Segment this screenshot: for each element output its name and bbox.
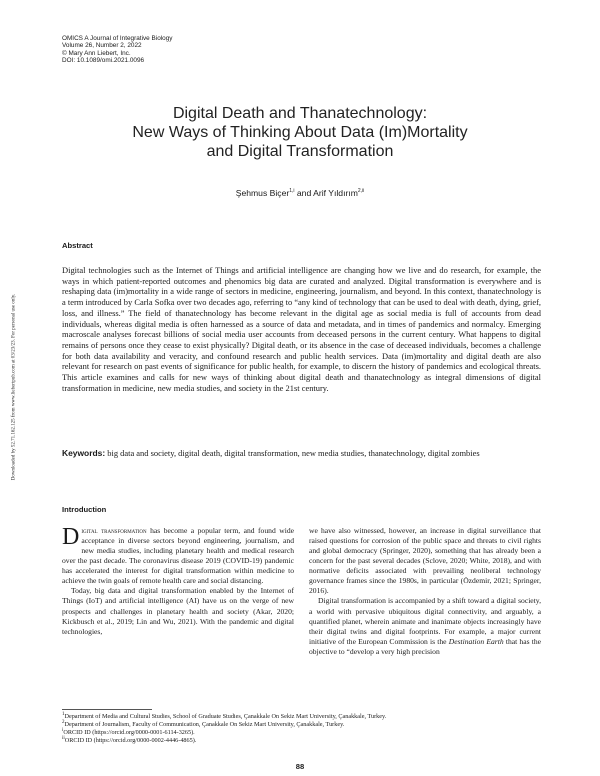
journal-header [62, 35, 172, 65]
intro-paragraph-4-start: Digital transformation is accompanied by a shift toward a digital society, a world with pervasive ubiquitous digital connectivity, and arguably, a quantified planet, wherein animate and inanimate objects increasingly have their digital twins and digital footprints. For example, a major current initiative of the European Commission is the [309, 596, 541, 646]
author-1-affiliation: 1,i [289, 188, 295, 195]
author-2[interactable]: Arif Yıldırım [313, 188, 358, 198]
intro-paragraph-2: Today, big data and digital transformation enabled by the Internet of Things (IoT) and artificial intelligence (AI) have us on the verge of new prospects and challenges in planetary health and society (Akar, 2020; Kickbusch et al., 2019; Lin and Wu, 2021). With the pandemic and digital technologies, [62, 586, 294, 636]
destination-earth-italic: Destination Earth [448, 636, 504, 646]
introduction-heading: Introduction [62, 505, 107, 514]
footnote-2-text: Department of Journalism, Faculty of Communication, Çanakkale On Sekiz Mart University, Çanakkale, Turkey. [64, 721, 345, 729]
footnote-1 [62, 713, 386, 721]
journal-volume: Volume 26, Number 2, 2022 [62, 42, 142, 50]
journal-name: OMICS A Journal of Integrative Biology [62, 35, 173, 42]
article-title [60, 104, 540, 161]
intro-paragraph-1-text: has become a popular term, and found wide acceptance in diverse sectors beyond engineering, journalism, and new media studies, including planetary health and medical research over the past decade. The coronavirus disease 2019 (COVID-19) pandemic has accelerated the interest for digital transformation within medicine to achieve the twin goals of remote health care and social distancing. [62, 526, 294, 586]
page-number: 88 [295, 762, 305, 771]
footnote-3-marker: i [62, 728, 64, 734]
keywords-text: big data and society, digital death, digital transformation, new media studies, thanatechnology, digital zombies [105, 448, 480, 458]
abstract-heading: Abstract [62, 241, 93, 250]
footnote-2-marker: 2 [62, 720, 65, 726]
title-line-1: Digital Death and Thanatechnology: [172, 105, 428, 122]
abstract-text: Digital technologies such as the Internet of Things and artificial intelligence are changing how we live and do research, for example, the ways in which patient-reported outcomes and phenomics big data are curated and analyzed. Digital transformation is everywhere and is reshaping data (im)mortality in a wide range of sectors in medicine, engineering, journalism, and beyond. In this context, thanatechnology is a term introduced by Carla Sofka over two decades ago, referring to “any kind of technology that can be used to deal with death, dying, grief, loss, and illness.” The field of thanatechnology has become relevant in the digital age as social media is full of accounts from dead individuals, whereas digital media is often harnessed as a source of data and metadata, and in times of pandemics and normalcy. Emerging macroscale analyses forecast billions of social media user accounts from deceased persons in the current century. What happens to digital remains of persons once they cease to exist physically? Digital death, or its absence in the case of deceased individuals, becomes a challenge for both data availability and veracity, and confound research and public health services. Data (im)mortality and digital death are also relevant for research on past events of significance for public health, for example, to discern the history of pandemics and ecological threats. This article examines and calls for new ways of thinking about digital death and thanatechnology as integral dimensions of digital transformation in medicine, new media studies, and society in the 21st century. [62, 265, 541, 393]
author-line [0, 188, 600, 198]
author-1[interactable]: Şehmus Biçer [235, 188, 290, 198]
keywords [62, 448, 541, 459]
body-column-right [309, 526, 541, 657]
title-line-3: and Digital Transformation [206, 143, 394, 160]
journal-copyright: © Mary Ann Liebert, Inc. [62, 49, 131, 57]
download-side-note [6, 245, 22, 530]
title-line-2: New Ways of Thinking About Data (Im)Mortality [132, 124, 468, 141]
footnote-1-text: Department of Media and Cultural Studies, School of Graduate Studies, Çanakkale On Sekiz Mart University, Çanakkale, Turkey. [64, 713, 387, 720]
footnote-1-marker: 1 [62, 711, 65, 717]
footnote-2 [62, 721, 386, 729]
intro-paragraph-1 [62, 526, 294, 586]
author-2-affiliation: 2,ii [357, 188, 365, 195]
journal-doi[interactable]: DOI: 10.1089/omi.2021.0096 [62, 57, 145, 65]
footnotes [62, 713, 386, 745]
footnote-4-text[interactable]: ORCID ID (https://orcid.org/0000-0002-4446-4865). [64, 737, 197, 745]
intro-paragraph-4 [309, 596, 541, 656]
keywords-label: Keywords: [62, 448, 106, 458]
drop-cap: D [62, 524, 80, 550]
intro-smallcaps: igital transformation [81, 526, 147, 535]
footnote-3-text[interactable]: ORCID ID (https://orcid.org/0000-0001-6114-3265). [63, 729, 195, 737]
footnote-4 [62, 737, 386, 745]
footnote-divider [62, 709, 152, 710]
footnote-4-marker: ii [62, 736, 65, 742]
body-column-left [62, 526, 294, 637]
download-side-note-text: Downloaded by 52.71.162.125 from www.liebertpub.com at 03/23/23. For personal use only. [11, 293, 17, 481]
author-conjunction: and [294, 188, 314, 198]
intro-paragraph-4-end: that has the objective to “develop a very high precision [309, 636, 541, 656]
intro-paragraph-3: we have also witnessed, however, an increase in digital surveillance that raised questions for corrosion of the public space and threats to civil rights and global democracy (Springer, 2020), something that has already been a concern for the past several decades (Sclove, 2020; White, 2018), and with normative deficits associated with prevailing neoliberal technology governance frames since the 1980s, in particular (Özdemir, 2021; Springer, 2016). [309, 526, 541, 596]
